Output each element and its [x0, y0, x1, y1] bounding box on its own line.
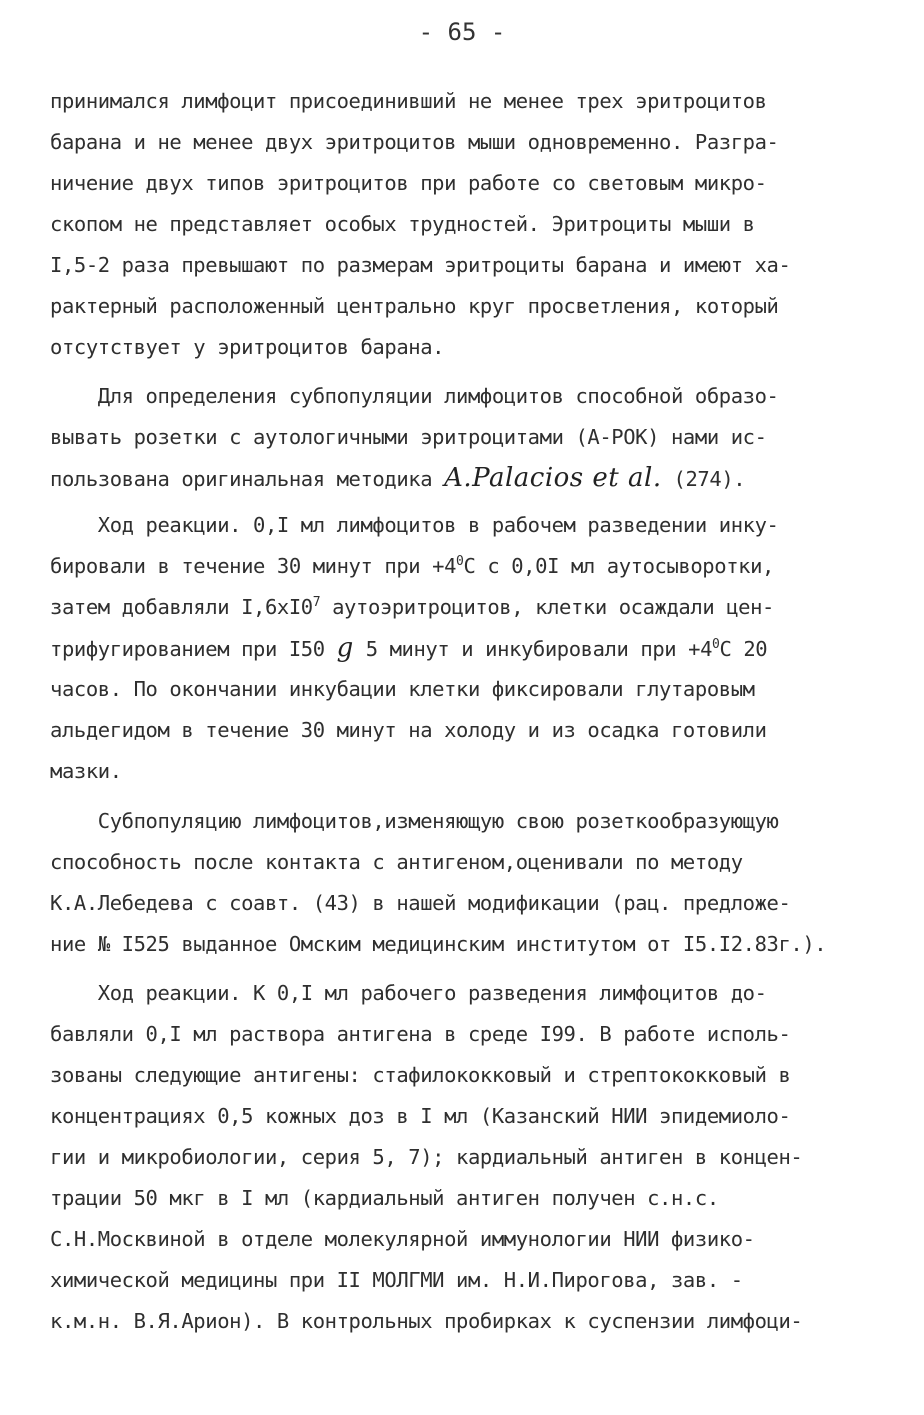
superscript: 0 [456, 554, 464, 570]
text-line: к.м.н. В.Я.Арион). В контрольных пробирках к суспензии лимфоци- [50, 1309, 803, 1333]
text-line: мазки. [50, 759, 122, 783]
text-line: гии и микробиологии, серия 5, 7); кардиальный антиген в концен- [50, 1145, 803, 1169]
text-line: ничение двух типов эритроцитов при работе со световым микро- [50, 171, 767, 195]
text-line [50, 592, 774, 622]
text-line: зованы следующие антигены: стафилококковый и стрептококковый в [50, 1063, 791, 1087]
text-line: скопом не представляет особых трудностей. Эритроциты мыши в [50, 212, 755, 236]
text-line: отсутствует у эритроцитов барана. [50, 335, 445, 359]
text-line: Субпопуляцию лимфоцитов,изменяющую свою розеткообразующую [50, 809, 779, 833]
page-number: - 65 - [418, 18, 506, 46]
text-line: С.Н.Москвиной в отделе молекулярной иммунологии НИИ физико- [50, 1227, 755, 1251]
text-segment: С с 0,0I мл аутосыворотки, [463, 554, 774, 578]
text-line [50, 463, 745, 494]
text-segment: (274). [661, 467, 746, 491]
handwritten-text: g [336, 633, 354, 663]
text-line: концентрациях 0,5 кожных доз в I мл (Казанский НИИ эпидемиоло- [50, 1104, 791, 1128]
text-line: I,5-2 раза превышают по размерам эритроциты барана и имеют ха- [50, 253, 791, 277]
text-segment: затем добавляли I,6хI0 [50, 595, 313, 619]
text-line: рактерный расположенный центрально круг просветления, который [50, 294, 779, 318]
text-line: Ход реакции. К 0,I мл рабочего разведения лимфоцитов до- [50, 981, 767, 1005]
handwritten-text: A.Palacios et al. [444, 463, 662, 493]
text-line: К.А.Лебедева с соавт. (43) в нашей модификации (рац. предложе- [50, 891, 791, 915]
text-line: вывать розетки с аутологичными эритроцитами (А-РОК) нами ис- [50, 425, 767, 449]
text-line: бавляли 0,I мл раствора антигена в среде I99. В работе исполь- [50, 1022, 791, 1046]
text-line: способность после контакта с антигеном,оценивали по методу [50, 850, 743, 874]
text-line [50, 551, 774, 581]
text-segment: бировали в течение 30 минут при +4 [50, 554, 457, 578]
text-line: ние № I525 выданное Омским медицинским институтом от I5.I2.83г.). [50, 932, 827, 956]
superscript: 7 [312, 595, 321, 611]
text-segment: пользована оригинальная методика [50, 467, 445, 491]
text-line: химической медицины при II МОЛГМИ им. Н.И.Пирогова, зав. - [50, 1268, 743, 1292]
text-segment: трифугированием при I50 [50, 637, 337, 661]
text-line: часов. По окончании инкубации клетки фиксировали глутаровым [50, 677, 755, 701]
text-line [50, 633, 767, 664]
text-line: принимался лимфоцит присоединивший не менее трех эритроцитов [50, 89, 767, 113]
superscript: 0 [712, 637, 720, 653]
text-line: трации 50 мкг в I мл (кардиальный антиген получен с.н.с. [50, 1186, 719, 1210]
text-line: Для определения субпопуляции лимфоцитов способной образо- [50, 384, 779, 408]
text-line: барана и не менее двух эритроцитов мыши одновременно. Разгра- [50, 130, 779, 154]
text-segment: С 20 [719, 637, 768, 661]
text-line: Ход реакции. 0,I мл лимфоцитов в рабочем разведении инку- [50, 513, 779, 537]
text-line: альдегидом в течение 30 минут на холоду и из осадка готовили [50, 718, 767, 742]
text-segment: аутоэритроцитов, клетки осаждали цен- [320, 595, 774, 619]
text-segment: 5 минут и инкубировали при +4 [353, 637, 713, 661]
